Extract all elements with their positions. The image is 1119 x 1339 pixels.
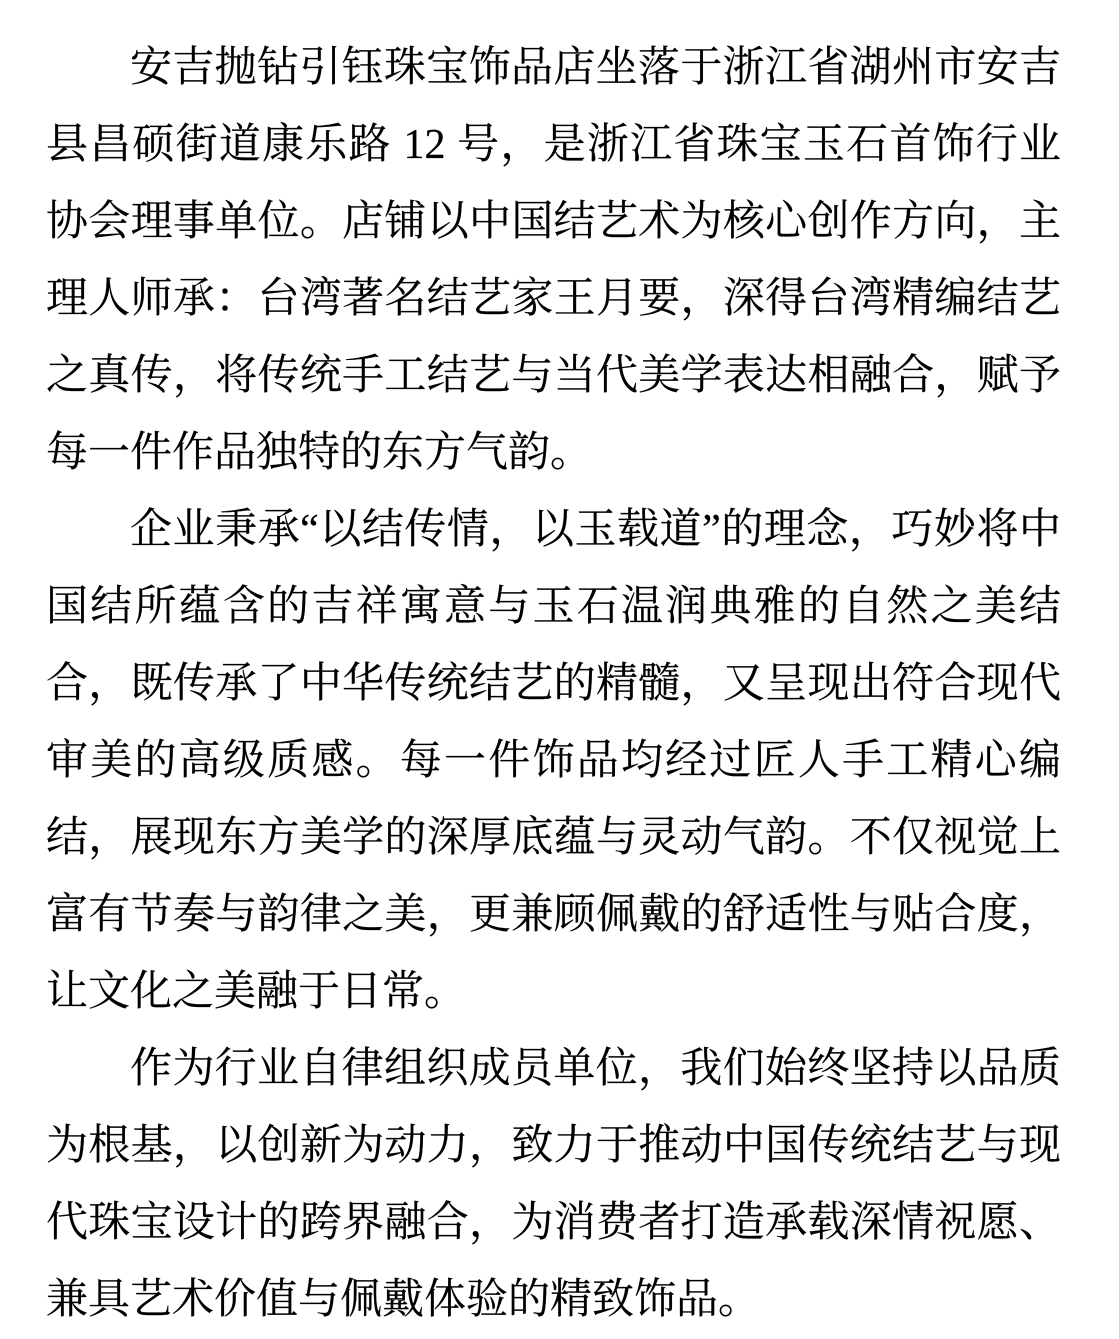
paragraph-1: 安吉抛钻引钰珠宝饰品店坐落于浙江省湖州市安吉县昌硕街道康乐路 12 号，是浙江省珠宝玉石首饰行业协会理事单位。店铺以中国结艺术为核心创作方向，主理人师承：台湾著名结艺家王月要，深得台湾精编结艺之真传，将传统手工结艺与当代美学表达相融合，赋予每一件作品独特的东方气韵。	[46, 45, 1061, 476]
paragraph-2: 企业秉承“以结传情，以玉载道”的理念，巧妙将中国结所蕴含的吉祥寓意与玉石温润典雅的自然之美结合，既传承了中华传统结艺的精髓，又呈现出符合现代审美的高级质感。每一件饰品均经过匠人手工精心编结，展现东方美学的深厚底蕴与灵动气韵。不仅视觉上富有节奏与韵律之美，更兼顾佩戴的舒适性与贴合度，让文化之美融于日常。	[46, 507, 1061, 1015]
paragraph-3: 作为行业自律组织成员单位，我们始终坚持以品质为根基，以创新为动力，致力于推动中国传统结艺与现代珠宝设计的跨界融合，为消费者打造承载深情祝愿、兼具艺术价值与佩戴体验的精致饰品。	[46, 1046, 1061, 1323]
document-body	[46, 30, 1061, 1339]
